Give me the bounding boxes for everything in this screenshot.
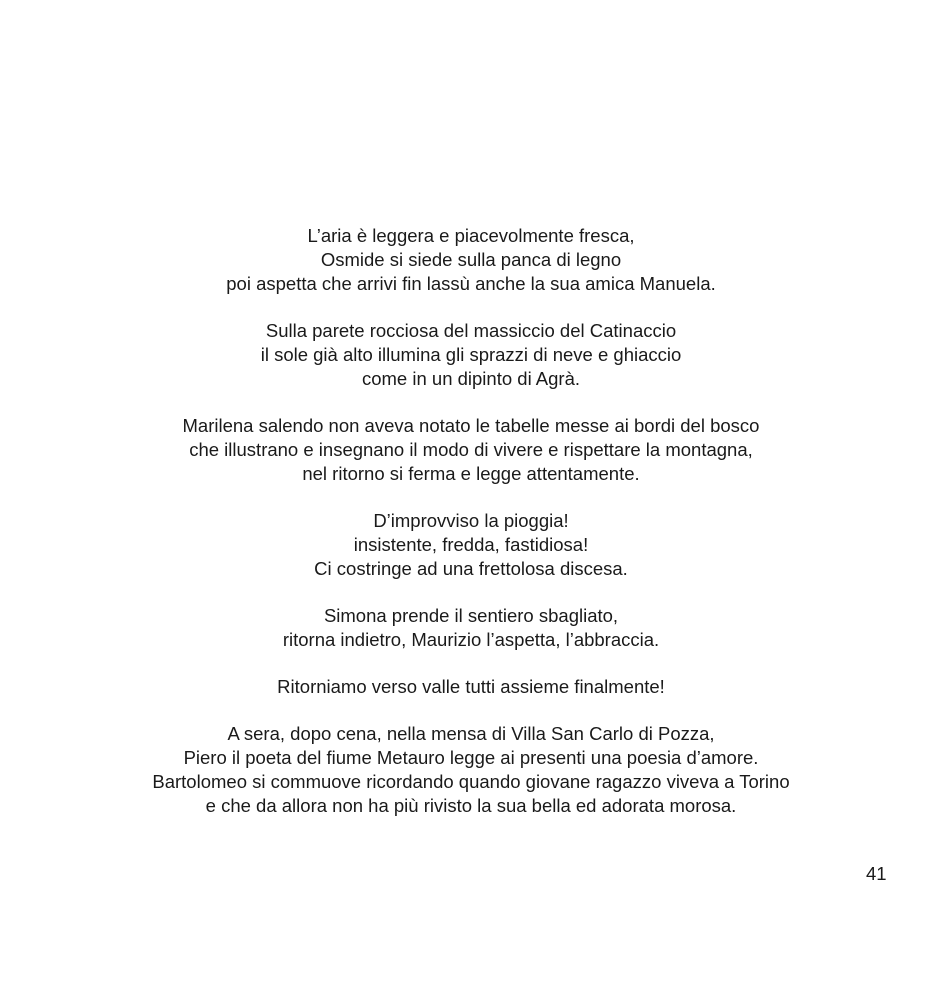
poem-line: e che da allora non ha più rivisto la sua bella ed adorata morosa.	[205, 795, 737, 816]
poem-line: che illustrano e insegnano il modo di vivere e rispettare la montagna,	[189, 439, 753, 460]
poem-line: D’improvviso la pioggia!	[373, 510, 569, 531]
poem-line: Osmide si siede sulla panca di legno	[320, 249, 622, 270]
stanza-2	[0, 319, 942, 391]
poem-line: A sera, dopo cena, nella mensa di Villa San Carlo di Pozza,	[227, 723, 715, 744]
stanza-7	[0, 722, 942, 818]
poem-line: Marilena salendo non aveva notato le tabelle messe ai bordi del bosco	[182, 415, 760, 436]
stanza-4	[0, 509, 942, 581]
page-number: 41	[866, 863, 887, 884]
poem-line: Ci costringe ad una frettolosa discesa.	[314, 558, 628, 579]
poem-line: il sole già alto illumina gli sprazzi di neve e ghiaccio	[260, 344, 682, 365]
poem-line: insistente, fredda, fastidiosa!	[353, 534, 589, 555]
poem-line: ritorna indietro, Maurizio l’aspetta, l’abbraccia.	[282, 629, 660, 650]
poem-body	[0, 224, 942, 818]
poem-line: poi aspetta che arrivi fin lassù anche la sua amica Manuela.	[226, 273, 716, 294]
poem-line: Bartolomeo si commuove ricordando quando giovane ragazzo viveva a Torino	[152, 771, 790, 792]
stanza-6	[0, 675, 942, 699]
stanza-5	[0, 604, 942, 652]
stanza-1	[0, 224, 942, 296]
poem-line: Ritorniamo verso valle tutti assieme finalmente!	[277, 676, 665, 697]
poem-line: Sulla parete rocciosa del massiccio del Catinaccio	[265, 320, 677, 341]
poem-line: Piero il poeta del fiume Metauro legge ai presenti una poesia d’amore.	[183, 747, 759, 768]
poem-line: nel ritorno si ferma e legge attentamente.	[302, 463, 640, 484]
poem-line: Simona prende il sentiero sbagliato,	[323, 605, 619, 626]
stanza-3	[0, 414, 942, 486]
poem-line: come in un dipinto di Agrà.	[361, 368, 581, 389]
poem-line: L’aria è leggera e piacevolmente fresca,	[307, 225, 635, 246]
